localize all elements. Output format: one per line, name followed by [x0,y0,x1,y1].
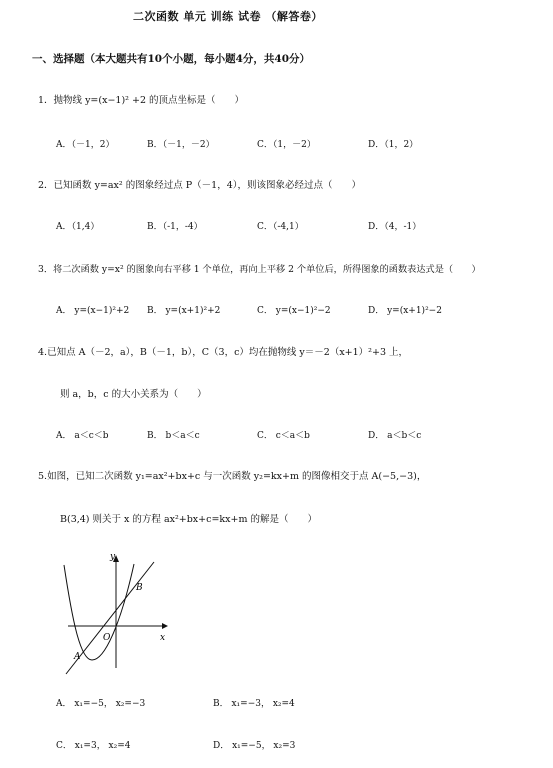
question-1-option-c: C．（1，－2） [257,140,316,150]
question-3-option-c: C． y=(x−1)²−2 [257,306,331,316]
parabola-curve [64,564,134,660]
question-5-option-b: B． x₁=−3， x₂=4 [213,699,295,709]
point-b-label: B [136,583,143,593]
question-3-option-b: B． y=(x+1)²+2 [147,306,221,316]
question-5-stem: 5.如图，已知二次函数 y₁=ax²+bx+c 与一次函数 y₂=kx+m 的图像相交于点 A(−5,−3)， [38,471,427,482]
question-2-option-b: B．（-1，-4） [147,222,203,232]
question-5-stem-continued: B(3,4) 则关于 x 的方程 ax²+bx+c=kx+m 的解是（ ） [60,514,318,525]
question-4-option-c: C． c＜a＜b [257,431,310,441]
x-axis-label: x [160,633,166,643]
question-1-option-b: B．（－1，－2） [147,140,215,150]
question-5-option-d: D． x₁=−5， x₂=3 [213,741,296,751]
question-5-option-c: C． x₁=3， x₂=4 [56,741,131,751]
question-2-option-c: C．（-4,1） [257,222,304,232]
question-1-option-d: D．（1，2） [368,140,419,150]
page-title: 二次函数 单元 训练 试卷 （解答卷） [133,10,323,23]
question-4-stem-continued: 则 a，b，c 的大小关系为（ ） [60,389,207,400]
y-axis-label: y [110,552,116,562]
x-axis-arrow-icon [162,623,168,629]
question-2-stem: 2．已知函数 y=ax² 的图象经过点 P（－1，4），则该图象必经过点（ ） [38,180,361,191]
question-3-option-a: A． y=(x−1)²+2 [56,306,130,316]
question-4-option-d: D． a＜b＜c [368,431,422,441]
question-5-graph [50,548,175,676]
origin-label: O [103,633,111,643]
question-1-option-a: A．（－1，2） [56,140,115,150]
question-4-stem: 4.已知点 A（－2，a），B（－1，b），C（3，c）均在抛物线 y＝－2（x+1）²+3 上， [38,347,409,358]
question-2-option-d: D．（4，-1） [368,222,422,232]
question-3-option-d: D． y=(x+1)²−2 [368,306,442,316]
question-2-option-a: A．（1,4） [56,222,100,232]
question-5-option-a: A． x₁=−5， x₂=−3 [56,699,146,709]
question-4-option-a: A． a＜c＜b [56,431,109,441]
section-heading: 一、选择题（本大题共有10个小题，每小题4分，共40分） [32,53,311,65]
point-a-label: A [74,652,81,662]
question-3-stem: 3．将二次函数 y=x² 的图象向右平移 1 个单位，再向上平移 2 个单位后，所得图象的函数表达式是（ ） [38,264,481,275]
question-1-stem: 1．抛物线 y=(x−1)² +2 的顶点坐标是（ ） [38,95,245,106]
question-4-option-b: B． b＜a＜c [147,431,200,441]
